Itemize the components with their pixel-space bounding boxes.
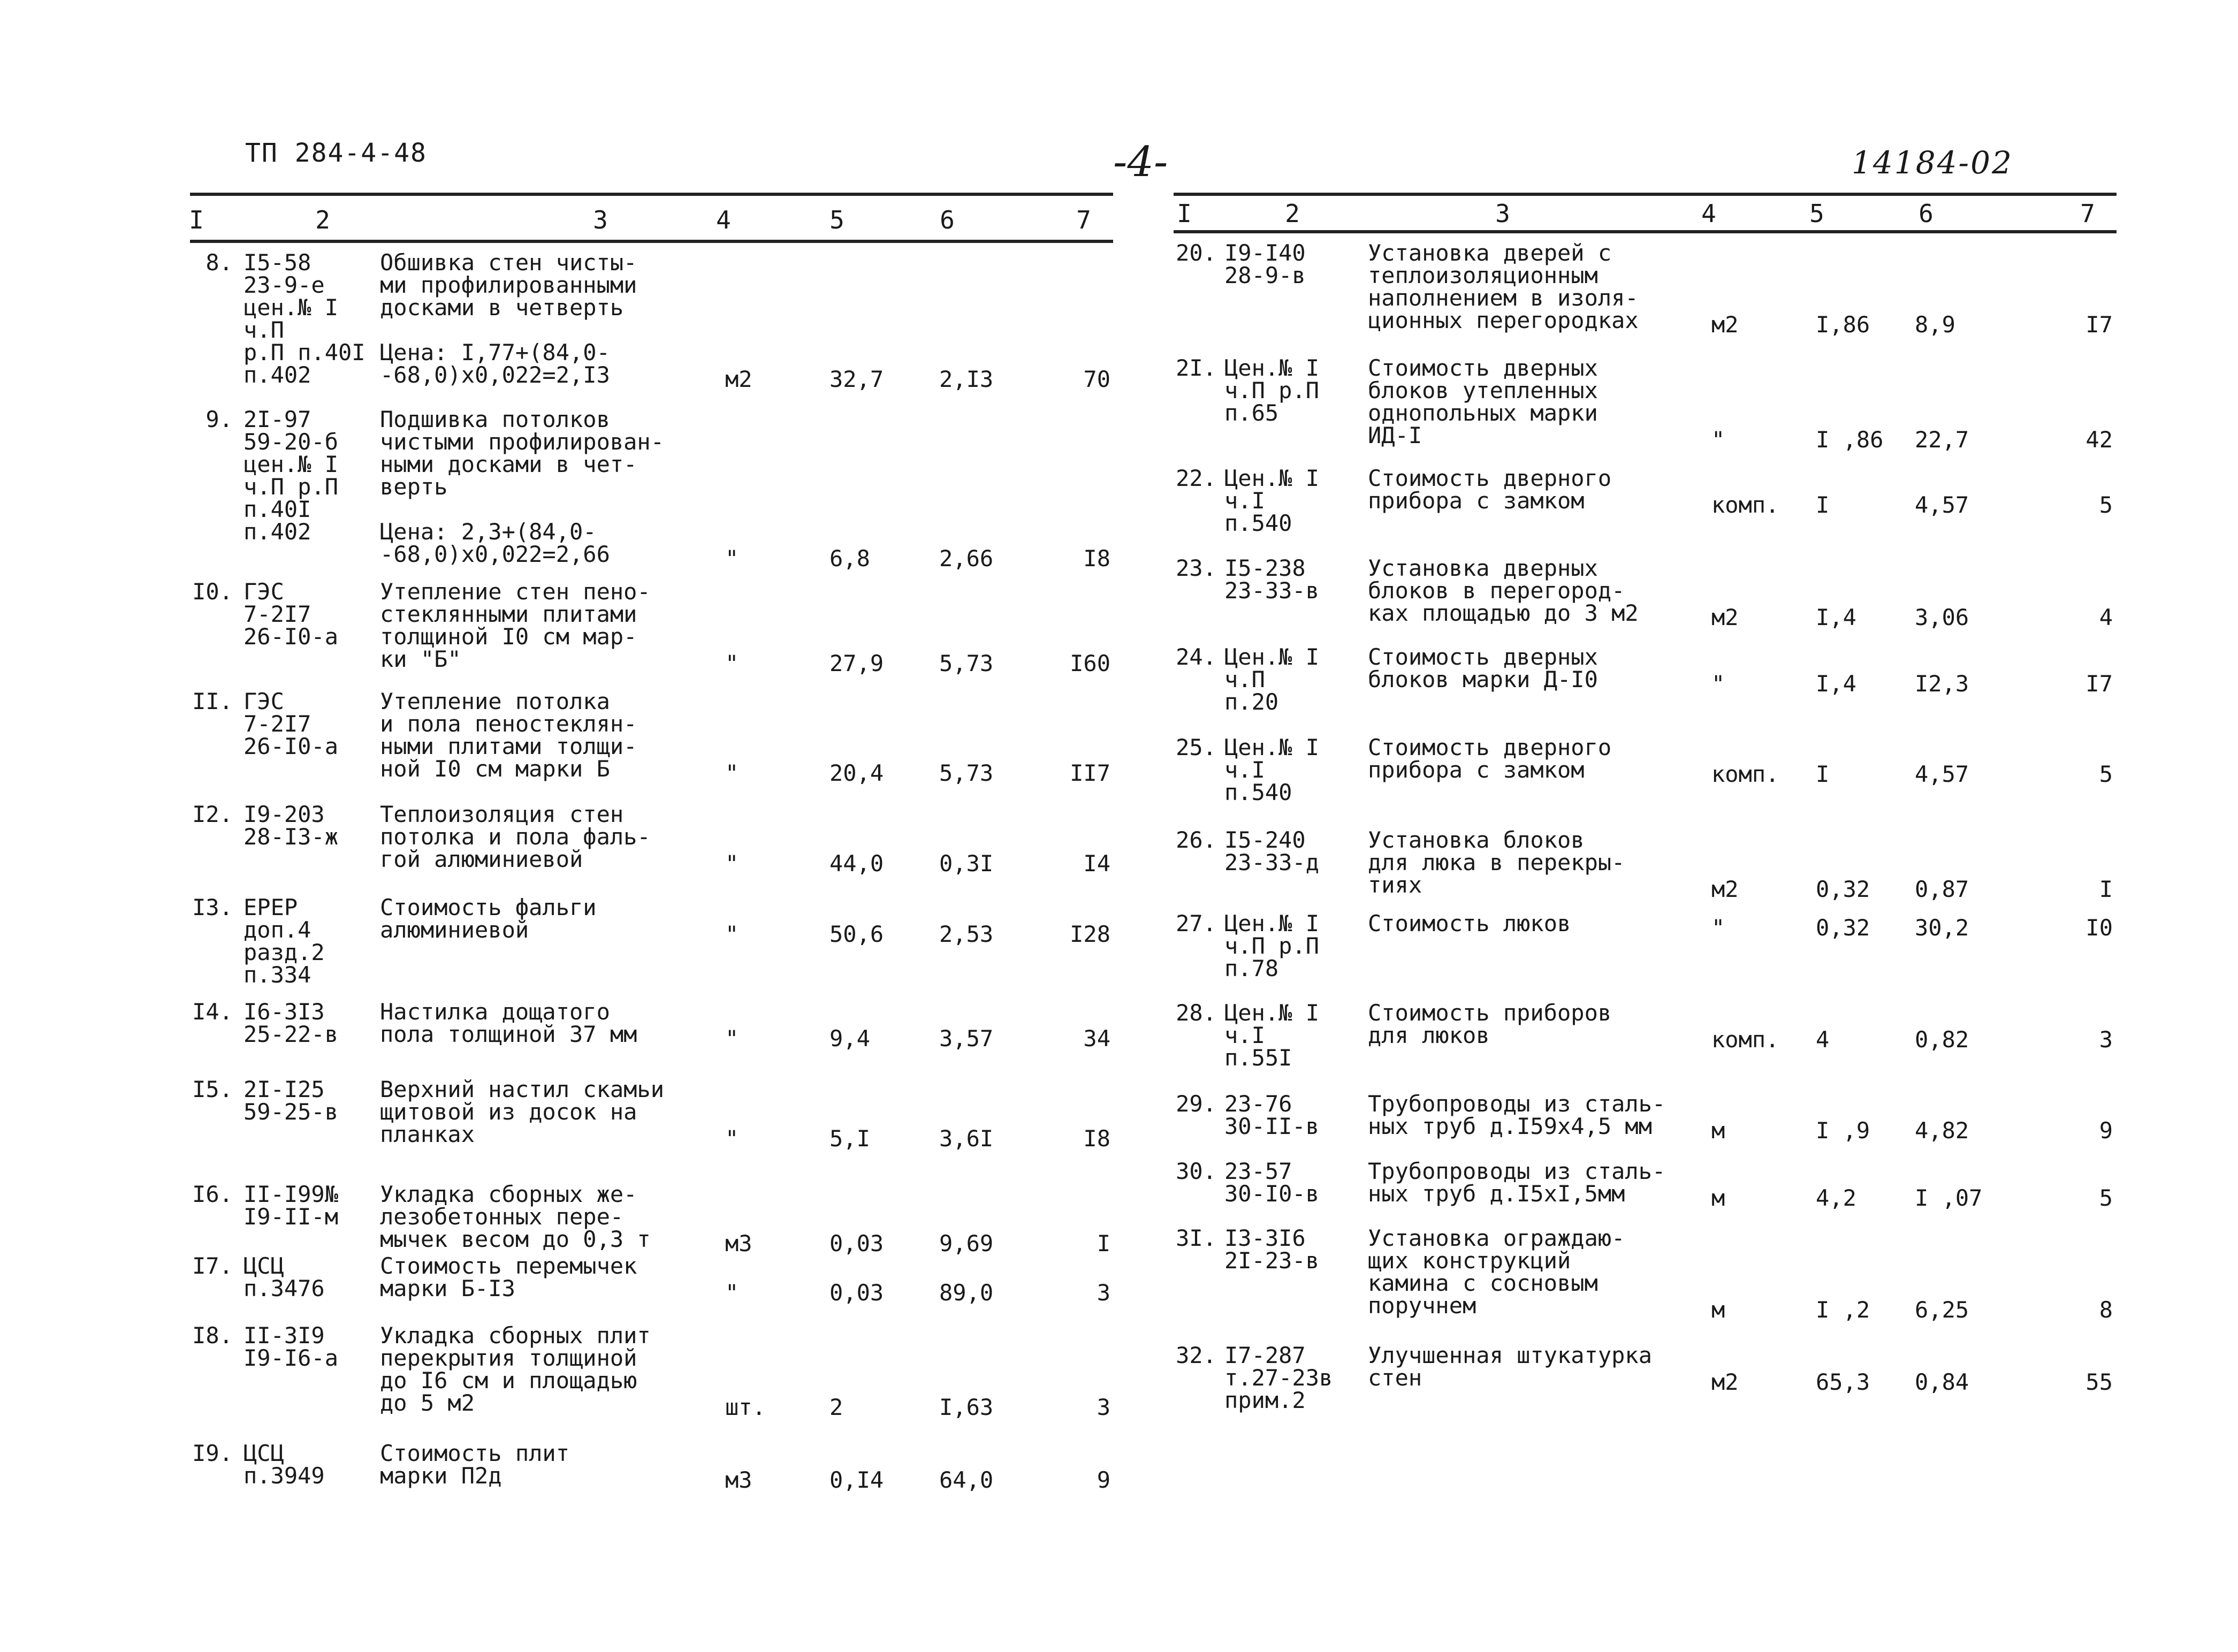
work-description: Стоимость приборов для люков [1368, 1000, 1612, 1048]
row-number: 28. [1176, 1000, 1216, 1026]
quantity: 0,03 [829, 1280, 884, 1306]
left-table-header [190, 193, 1113, 243]
unit: " [1711, 427, 1725, 453]
quantity: 5,I [829, 1125, 870, 1152]
work-description: Теплоизоляция стен потолка и пола фаль- гой алюминиевой [380, 801, 651, 872]
total-cost: 3 [1097, 1280, 1110, 1306]
quantity: I,86 [1816, 311, 1870, 338]
quantity: I,4 [1816, 671, 1856, 697]
total-cost: 8 [2099, 1297, 2113, 1323]
row-number: 2I. [1176, 355, 1216, 381]
work-description: Настилка дощатого пола толщиной 37 мм [380, 999, 637, 1047]
row-number: 23. [1176, 555, 1216, 581]
norm-reference: ГЭС 7-2I7 26-I0-а [243, 688, 339, 759]
unit-price: I2,3 [1915, 671, 1969, 697]
unit: м [1711, 1117, 1725, 1144]
total-cost: I0 [2085, 915, 2113, 941]
norm-reference: 23-76 30-II-в [1224, 1091, 1320, 1139]
unit: м2 [1711, 876, 1739, 902]
unit-price: 4,57 [1915, 761, 1969, 787]
total-cost: 5 [2099, 761, 2113, 787]
total-cost: I4 [1083, 850, 1110, 877]
total-cost: 42 [2085, 427, 2113, 453]
work-description: Утепление потолка и пола пеностеклян- ными плитами толщи- ной I0 см марки Б [380, 688, 637, 782]
col-header-2: 2 [1285, 199, 1300, 228]
unit-price: 30,2 [1915, 915, 1969, 941]
quantity: 20,4 [829, 760, 884, 786]
row-number: I4. [192, 999, 233, 1025]
unit-price: 0,84 [1915, 1369, 1969, 1395]
document-number: 14184-02 [1852, 144, 2013, 181]
total-cost: I60 [1070, 650, 1110, 676]
work-description: Обшивка стен чисты- ми профилированными досками в четверть Цена: I,77+(84,0- -68,0)x0,022=2,I3 [380, 249, 637, 388]
total-cost: 9 [2099, 1117, 2113, 1144]
quantity: I,4 [1816, 604, 1856, 630]
work-description: Стоимость дверных блоков утепленных однопольных марки ИД-I [1368, 355, 1598, 448]
work-description: Укладка сборных плит перекрытия толщиной до I6 см и площадью до 5 м2 [380, 1322, 651, 1416]
unit: " [725, 1125, 739, 1152]
row-number: 26. [1176, 827, 1216, 853]
norm-reference: 23-57 30-I0-в [1224, 1158, 1320, 1207]
work-description: Стоимость перемычек марки Б-I3 [380, 1253, 637, 1301]
total-cost: 9 [1097, 1467, 1110, 1493]
work-description: Утепление стен пено- стеклянными плитами толщиной I0 см мар- ки "Б" [380, 578, 651, 672]
unit-price: 0,3I [939, 850, 994, 877]
col-header-5: 5 [829, 205, 844, 234]
col-header-1: I [189, 205, 204, 234]
quantity: 0,03 [829, 1230, 884, 1257]
total-cost: 55 [2085, 1369, 2113, 1395]
unit-price: 2,66 [939, 545, 994, 572]
unit-price: 64,0 [939, 1467, 994, 1493]
unit-price: 4,82 [1915, 1117, 1969, 1144]
quantity: 27,9 [829, 650, 884, 676]
quantity: 65,3 [1816, 1369, 1870, 1395]
work-description: Трубопроводы из сталь- ных труб д.I5xI,5мм [1368, 1158, 1666, 1207]
quantity: I [1816, 761, 1830, 787]
total-cost: I [2099, 876, 2113, 902]
unit-price: 6,25 [1915, 1297, 1969, 1323]
quantity: 50,6 [829, 921, 884, 947]
col-header-4: 4 [1701, 199, 1716, 228]
unit: м2 [725, 366, 752, 392]
row-number: 3I. [1176, 1225, 1216, 1251]
unit: " [725, 1025, 739, 1052]
unit: " [725, 1280, 739, 1306]
col-header-6: 6 [940, 205, 955, 234]
norm-reference: 2I-I25 59-25-в [243, 1076, 339, 1125]
total-cost: I8 [1083, 545, 1110, 572]
total-cost: 4 [2099, 604, 2113, 630]
row-number: 29. [1176, 1091, 1216, 1117]
unit-price: 0,82 [1915, 1026, 1969, 1053]
page-code: ТП 284-4-48 [245, 138, 427, 168]
quantity: I ,9 [1816, 1117, 1870, 1144]
total-cost: 5 [2099, 492, 2113, 518]
col-header-4: 4 [716, 205, 731, 234]
unit: комп. [1711, 761, 1779, 787]
unit: м2 [1711, 1369, 1739, 1395]
quantity: 44,0 [829, 850, 884, 877]
work-description: Верхний настил скамьи щитовой из досок на планках [380, 1076, 665, 1147]
col-header-7: 7 [2080, 199, 2095, 228]
unit-price: 3,06 [1915, 604, 1969, 630]
work-description: Установка дверей с теплоизоляционным наполнением в изоля- ционных перегородках [1368, 240, 1639, 333]
norm-reference: I6-3I3 25-22-в [243, 999, 339, 1047]
quantity: I ,86 [1816, 427, 1884, 453]
unit-price: 2,53 [939, 921, 994, 947]
quantity: 4 [1816, 1026, 1830, 1053]
unit-price: 3,57 [939, 1025, 994, 1052]
unit: комп. [1711, 1026, 1779, 1053]
unit-price: 3,6I [939, 1125, 994, 1152]
total-cost: 3 [1097, 1394, 1110, 1420]
unit-price: 2,I3 [939, 366, 994, 392]
unit: " [725, 850, 739, 877]
unit: " [725, 545, 739, 572]
unit: " [1711, 671, 1725, 697]
unit: м [1711, 1185, 1725, 1211]
work-description: Укладка сборных же- лезобетонных пере- мычек весом до 0,3 т [380, 1181, 651, 1252]
unit-price: 5,73 [939, 650, 994, 676]
total-cost: I [1097, 1230, 1110, 1257]
row-number: 22. [1176, 465, 1216, 491]
unit: " [1711, 915, 1725, 941]
col-header-1: I [1177, 199, 1192, 228]
col-header-5: 5 [1809, 199, 1824, 228]
right-table [1174, 193, 2117, 1413]
work-description: Установка блоков для люка в перекры- тиях [1368, 827, 1625, 898]
quantity: 4,2 [1816, 1185, 1856, 1211]
col-header-6: 6 [1919, 199, 1933, 228]
quantity: 0,32 [1816, 915, 1870, 941]
norm-reference: Цен.№ I ч.П р.П п.65 [1224, 355, 1320, 426]
row-number: 30. [1176, 1158, 1216, 1184]
unit: м3 [725, 1230, 752, 1257]
work-description: Стоимость дверного прибора с замком [1368, 734, 1612, 783]
total-cost: 3 [2099, 1026, 2113, 1053]
norm-reference: Цен.№ I ч.I п.55I [1224, 1000, 1320, 1071]
unit-price: 89,0 [939, 1280, 994, 1306]
row-number: I7. [192, 1253, 233, 1279]
norm-reference: I9-I40 28-9-в [1224, 240, 1306, 288]
unit: шт. [725, 1394, 766, 1420]
row-number: 9. [205, 406, 233, 432]
norm-reference: Цен.№ I ч.I п.540 [1224, 734, 1320, 805]
total-cost: I7 [2085, 671, 2113, 697]
work-description: Стоимость плит марки П2д [380, 1440, 570, 1489]
row-number: 8. [205, 249, 233, 276]
unit-price: 22,7 [1915, 427, 1969, 453]
row-number: 20. [1176, 240, 1216, 266]
unit-price: I,63 [939, 1394, 994, 1420]
row-number: I6. [192, 1181, 233, 1207]
norm-reference: ЦСЦ п.3949 [243, 1440, 325, 1489]
row-number: I0. [192, 578, 233, 605]
work-description: Установка дверных блоков в перегород- ках площадью до 3 м2 [1368, 555, 1639, 626]
page-number: -4- [1113, 138, 1168, 186]
col-header-3: 3 [1495, 199, 1510, 228]
row-number: I3. [192, 894, 233, 920]
row-number: 24. [1176, 644, 1216, 670]
row-number: 27. [1176, 910, 1216, 937]
quantity: 32,7 [829, 366, 884, 392]
work-description: Стоимость дверного прибора с замком [1368, 465, 1612, 514]
work-description: Стоимость дверных блоков марки Д-I0 [1368, 644, 1598, 692]
norm-reference: ГЭС 7-2I7 26-I0-а [243, 578, 339, 650]
unit-price: 4,57 [1915, 492, 1969, 518]
norm-reference: I9-203 28-I3-ж [243, 801, 339, 850]
norm-reference: Цен.№ I ч.П п.20 [1224, 644, 1320, 715]
row-number: I5. [192, 1076, 233, 1102]
total-cost: I7 [2085, 311, 2113, 338]
work-description: Подшивка потолков чистыми профилирован- ными досками в чет- верть Цена: 2,3+(84,0- -68,0)x0,022=2,66 [380, 406, 665, 567]
quantity: 0,32 [1816, 876, 1870, 902]
total-cost: 5 [2099, 1185, 2113, 1211]
row-number: 25. [1176, 734, 1216, 760]
unit: м2 [1711, 311, 1739, 338]
total-cost: II7 [1070, 760, 1110, 786]
norm-reference: I5-240 23-33-д [1224, 827, 1320, 876]
total-cost: I28 [1070, 921, 1110, 947]
left-table [189, 193, 1113, 1493]
work-description: Установка ограждаю- щих конструкций камина с сосновым поручнем [1368, 1225, 1625, 1319]
quantity: 9,4 [829, 1025, 870, 1052]
col-header-2: 2 [315, 205, 330, 234]
quantity: 2 [829, 1394, 843, 1420]
norm-reference: ЦСЦ п.3476 [243, 1253, 325, 1301]
col-header-7: 7 [1076, 205, 1091, 234]
unit: м2 [1711, 604, 1739, 630]
right-table-header [1174, 193, 2117, 233]
quantity: 0,I4 [829, 1467, 884, 1493]
row-number: I2. [192, 801, 233, 827]
unit-price: 5,73 [939, 760, 994, 786]
unit: " [725, 650, 739, 676]
unit: м [1711, 1297, 1725, 1323]
work-description: Стоимость фальги алюминиевой [380, 894, 597, 943]
row-number: I9. [192, 1440, 233, 1466]
norm-reference: I5-238 23-33-в [1224, 555, 1320, 604]
norm-reference: Цен.№ I ч.П р.П п.78 [1224, 910, 1320, 981]
norm-reference: I7-287 т.27-23в прим.2 [1224, 1342, 1333, 1413]
unit-price: 9,69 [939, 1230, 994, 1257]
quantity: 6,8 [829, 545, 870, 572]
unit-price: 8,9 [1915, 311, 1955, 338]
unit: " [725, 921, 739, 947]
row-number: I8. [192, 1322, 233, 1349]
norm-reference: ЕРЕР доп.4 разд.2 п.334 [243, 894, 325, 988]
norm-reference: Цен.№ I ч.I п.540 [1224, 465, 1320, 536]
total-cost: 70 [1083, 366, 1110, 392]
col-header-3: 3 [593, 205, 608, 234]
work-description: Улучшенная штукатурка стен [1368, 1342, 1653, 1391]
norm-reference: I5-58 23-9-е цен.№ I ч.П р.П п.40I п.402 [243, 249, 366, 388]
norm-reference: II-3I9 I9-I6-а [243, 1322, 339, 1371]
unit: " [725, 760, 739, 786]
total-cost: I8 [1083, 1125, 1110, 1152]
total-cost: 34 [1083, 1025, 1110, 1052]
quantity: I [1816, 492, 1830, 518]
norm-reference: II-I99№ I9-II-м [243, 1181, 339, 1230]
norm-reference: I3-3I6 2I-23-в [1224, 1225, 1320, 1274]
norm-reference: 2I-97 59-20-б цен.№ I ч.П р.П п.40I п.402 [243, 406, 339, 545]
work-description: Трубопроводы из сталь- ных труб д.I59x4,5 мм [1368, 1091, 1666, 1139]
unit: м3 [725, 1467, 752, 1493]
row-number: II. [192, 688, 233, 714]
work-description: Стоимость люков [1368, 910, 1571, 937]
unit-price: 0,87 [1915, 876, 1969, 902]
unit: комп. [1711, 492, 1779, 518]
row-number: 32. [1176, 1342, 1216, 1368]
quantity: I ,2 [1816, 1297, 1870, 1323]
unit-price: I ,07 [1915, 1185, 1983, 1211]
